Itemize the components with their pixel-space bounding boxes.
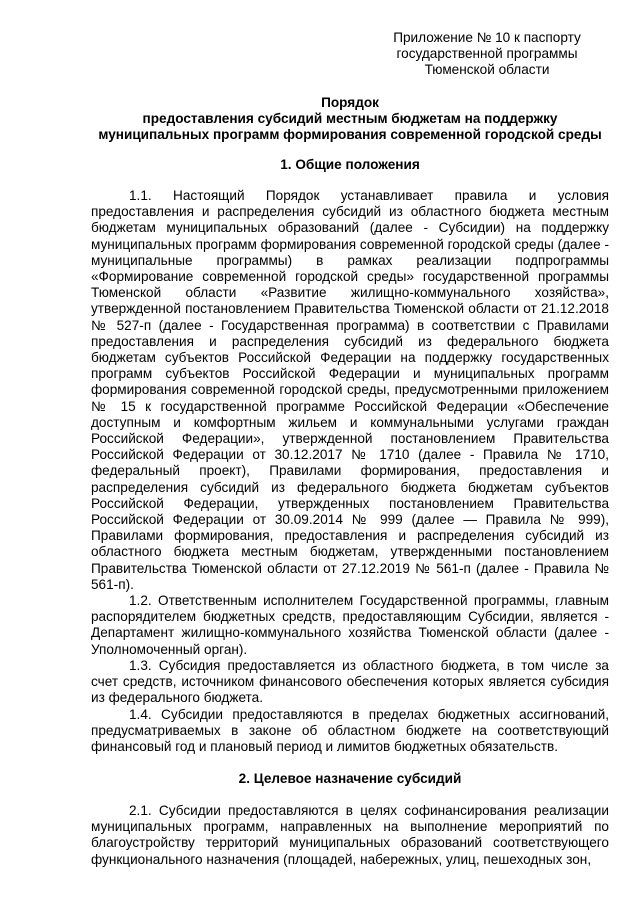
paragraph-1-4: 1.4. Субсидии предоставляются в пределах бюджетных ассигнований, предусматриваемых в законе об областном бюджете на соответствующий финансовый год и плановый период и лимитов бюджетных обязательств. <box>91 706 609 754</box>
title-line-2: предоставления субсидий местным бюджетам на поддержку <box>142 111 558 126</box>
appendix-line-1: Приложение № 10 к паспорту <box>393 30 581 45</box>
paragraph-2-1: 2.1. Субсидии предоставляются в целях софинансирования реализации муниципальных программ, направленных на выполнение мероприятий по благоустройству территорий муниципальных образований соответствующего функционального назначения (площадей, набережных, улиц, пешеходных зон, <box>91 803 609 867</box>
appendix-line-3: Тюменской области <box>424 62 550 77</box>
section-2-heading: 2. Целевое назначение субсидий <box>238 771 462 786</box>
document-title <box>60 95 640 143</box>
appendix-line-2: государственной программы <box>396 46 578 61</box>
paragraph-1-1: 1.1. Настоящий Порядок устанавливает правила и условия предоставления и распределения субсидий из областного бюджета местным бюджетам муниципальных образований (далее - Субсидии) на поддержку муниципальных программ формирования современной городской среды (далее - муниципальные программы) в рамках реализации подпрограммы «Формирование современной городской среды» государственной программы Тюменской области «Развитие жилищно-коммунального хозяйства», утвержденной постановлением Правительства Тюменской области от 21.12.2018 № 527-п (далее - Государственная программа) в соответствии с Правилами предоставления и распределения субсидий из федерального бюджета бюджетам субъектов Российской Федерации на поддержку государственных программ субъектов Российской Федерации и муниципальных программ формирования современной городской среды, предусмотренными приложением № 15 к государственной программе Российской Федерации «Обеспечение доступным и комфортным жильем и коммунальными услугами граждан Российской Федерации», утвержденной постановлением Правительства Российской Федерации от 30.12.2017 № 1710 (далее - Правила № 1710, федеральный проект), Правилами формирования, предоставления и распределения субсидий из федерального бюджета бюджетам субъектов Российской Федерации, утвержденных постановлением Правительства Российской Федерации от 30.09.2014 № 999 (далее — Правила № 999), Правилами формирования, предоставления и распределения субсидий из областного бюджета местным бюджетам, утвержденными постановлением Правительства Тюменской области от 27.12.2019 № 561-п (далее - Правила № 561-п). <box>91 188 609 592</box>
title-line-1: Порядок <box>321 95 379 110</box>
section-1-body <box>91 188 609 755</box>
paragraph-1-2: 1.2. Ответственным исполнителем Государственной программы, главным распорядителем бюджетных средств, предоставляющим Субсидии, является - Департамент жилищно-коммунального хозяйства Тюменской области (далее - Уполномоченный орган). <box>91 593 609 657</box>
appendix-note <box>372 30 602 78</box>
title-line-3: муниципальных программ формирования современной городской среды <box>98 127 602 142</box>
section-1-heading: 1. Общие положения <box>280 157 420 172</box>
paragraph-1-3: 1.3. Субсидия предоставляется из областного бюджета, в том числе за счет средств, источником финансового обеспечения которых является субсидия из федерального бюджета. <box>91 657 609 706</box>
section-2-body <box>91 803 609 868</box>
